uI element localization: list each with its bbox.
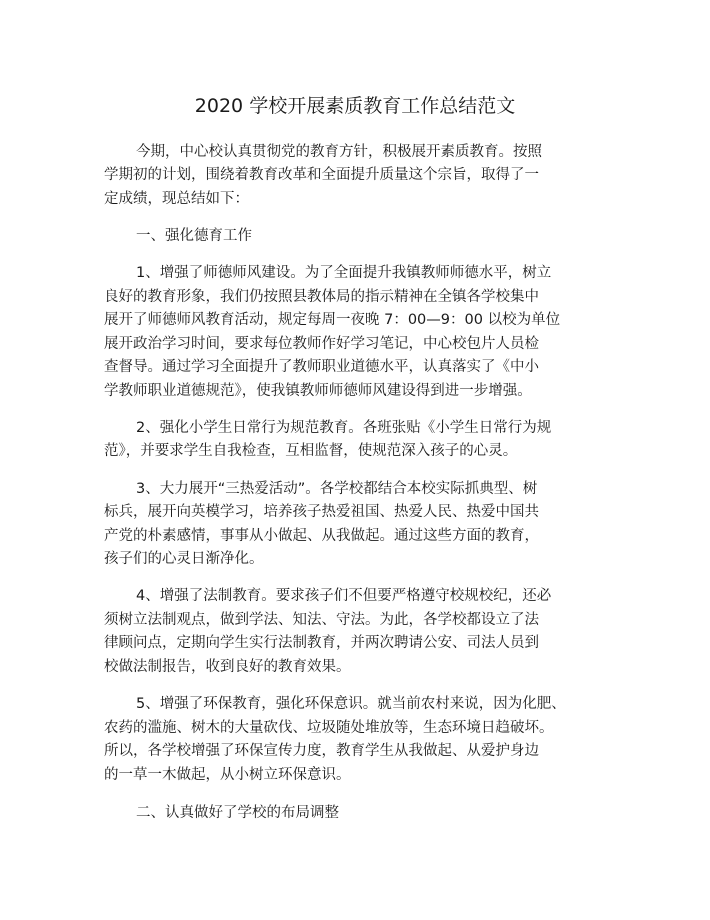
item3-line-4: 孩子们的心灵日渐净化。 [104, 551, 264, 567]
item4-line-1: 4、增强了法制教育。要求孩子们不但要严格遵守校规校纪，还必 [136, 588, 552, 604]
document-title: 2020 学校开展素质教育工作总结范文 [194, 95, 516, 117]
item2-line-1: 2、强化小学生日常行为规范教育。各班张贴《小学生日常行为规 [136, 420, 552, 436]
item5-line-4: 的一草一木做起，从小树立环保意识。 [104, 767, 351, 783]
intro-line-1: 今期，中心校认真贯彻党的教育方针，积极展开素质教育。按照 [136, 144, 542, 160]
item1-line-2: 良好的教育形象，我们仍按照县教体局的指示精神在全镇各学校集中 [104, 289, 539, 305]
section-heading-2: 二、认真做好了学校的布局调整 [136, 805, 339, 821]
item1-line-5: 查督导。通过学习全面提升了教师职业道德水平，认真落实了《中小 [104, 359, 539, 375]
intro-line-2: 学期初的计划，围绕着教育改革和全面提升质量这个宗旨，取得了一 [104, 167, 539, 183]
item1-line-4: 展开政治学习时间，要求每位教师作好学习笔记，中心校包片人员检 [104, 336, 539, 352]
item4-line-2: 须树立法制观点，做到学法、知法、守法。为此，各学校都设立了法 [104, 612, 539, 628]
item1-line-3: 展开了师德师风教育活动，规定每周一夜晚 7：00—9：00 以校为单位 [104, 312, 561, 328]
intro-line-3: 定成绩，现总结如下： [104, 191, 249, 207]
section-heading-1: 一、强化德育工作 [136, 228, 252, 244]
item1-line-6: 学教师职业道德规范》，使我镇教师师德师风建设得到进一步增强。 [104, 383, 532, 399]
item3-line-1: 3、大力展开“三热爱活动”。各学校都结合本校实际抓典型、树 [136, 481, 538, 497]
item1-line-1: 1、增强了师德师风建设。为了全面提升我镇教师师德水平，树立 [136, 265, 552, 281]
item5-line-1: 5、增强了环保教育，强化环保意识。就当前农村来说，因为化肥、 [136, 696, 566, 712]
item4-line-4: 校做法制报告，收到良好的教育效果。 [104, 659, 351, 675]
item3-line-2: 标兵，展开向英模学习，培养孩子热爱祖国、热爱人民、热爱中国共 [104, 504, 539, 520]
item3-line-3: 产党的朴素感情，事事从小做起、从我做起。通过这些方面的教育， [104, 528, 539, 544]
item5-line-3: 所以，各学校增强了环保宣传力度，教育学生从我做起、从爱护身边 [104, 743, 539, 759]
item5-line-2: 农药的滥施、树木的大量砍伐、垃圾随处堆放等，生态环境日趋破坏。 [104, 720, 554, 736]
item2-line-2: 范》，并要求学生自我检查，互相监督，使规范深入孩子的心灵。 [104, 443, 518, 459]
item4-line-3: 律顾问点，定期向学生实行法制教育，并两次聘请公安、司法人员到 [104, 635, 539, 651]
